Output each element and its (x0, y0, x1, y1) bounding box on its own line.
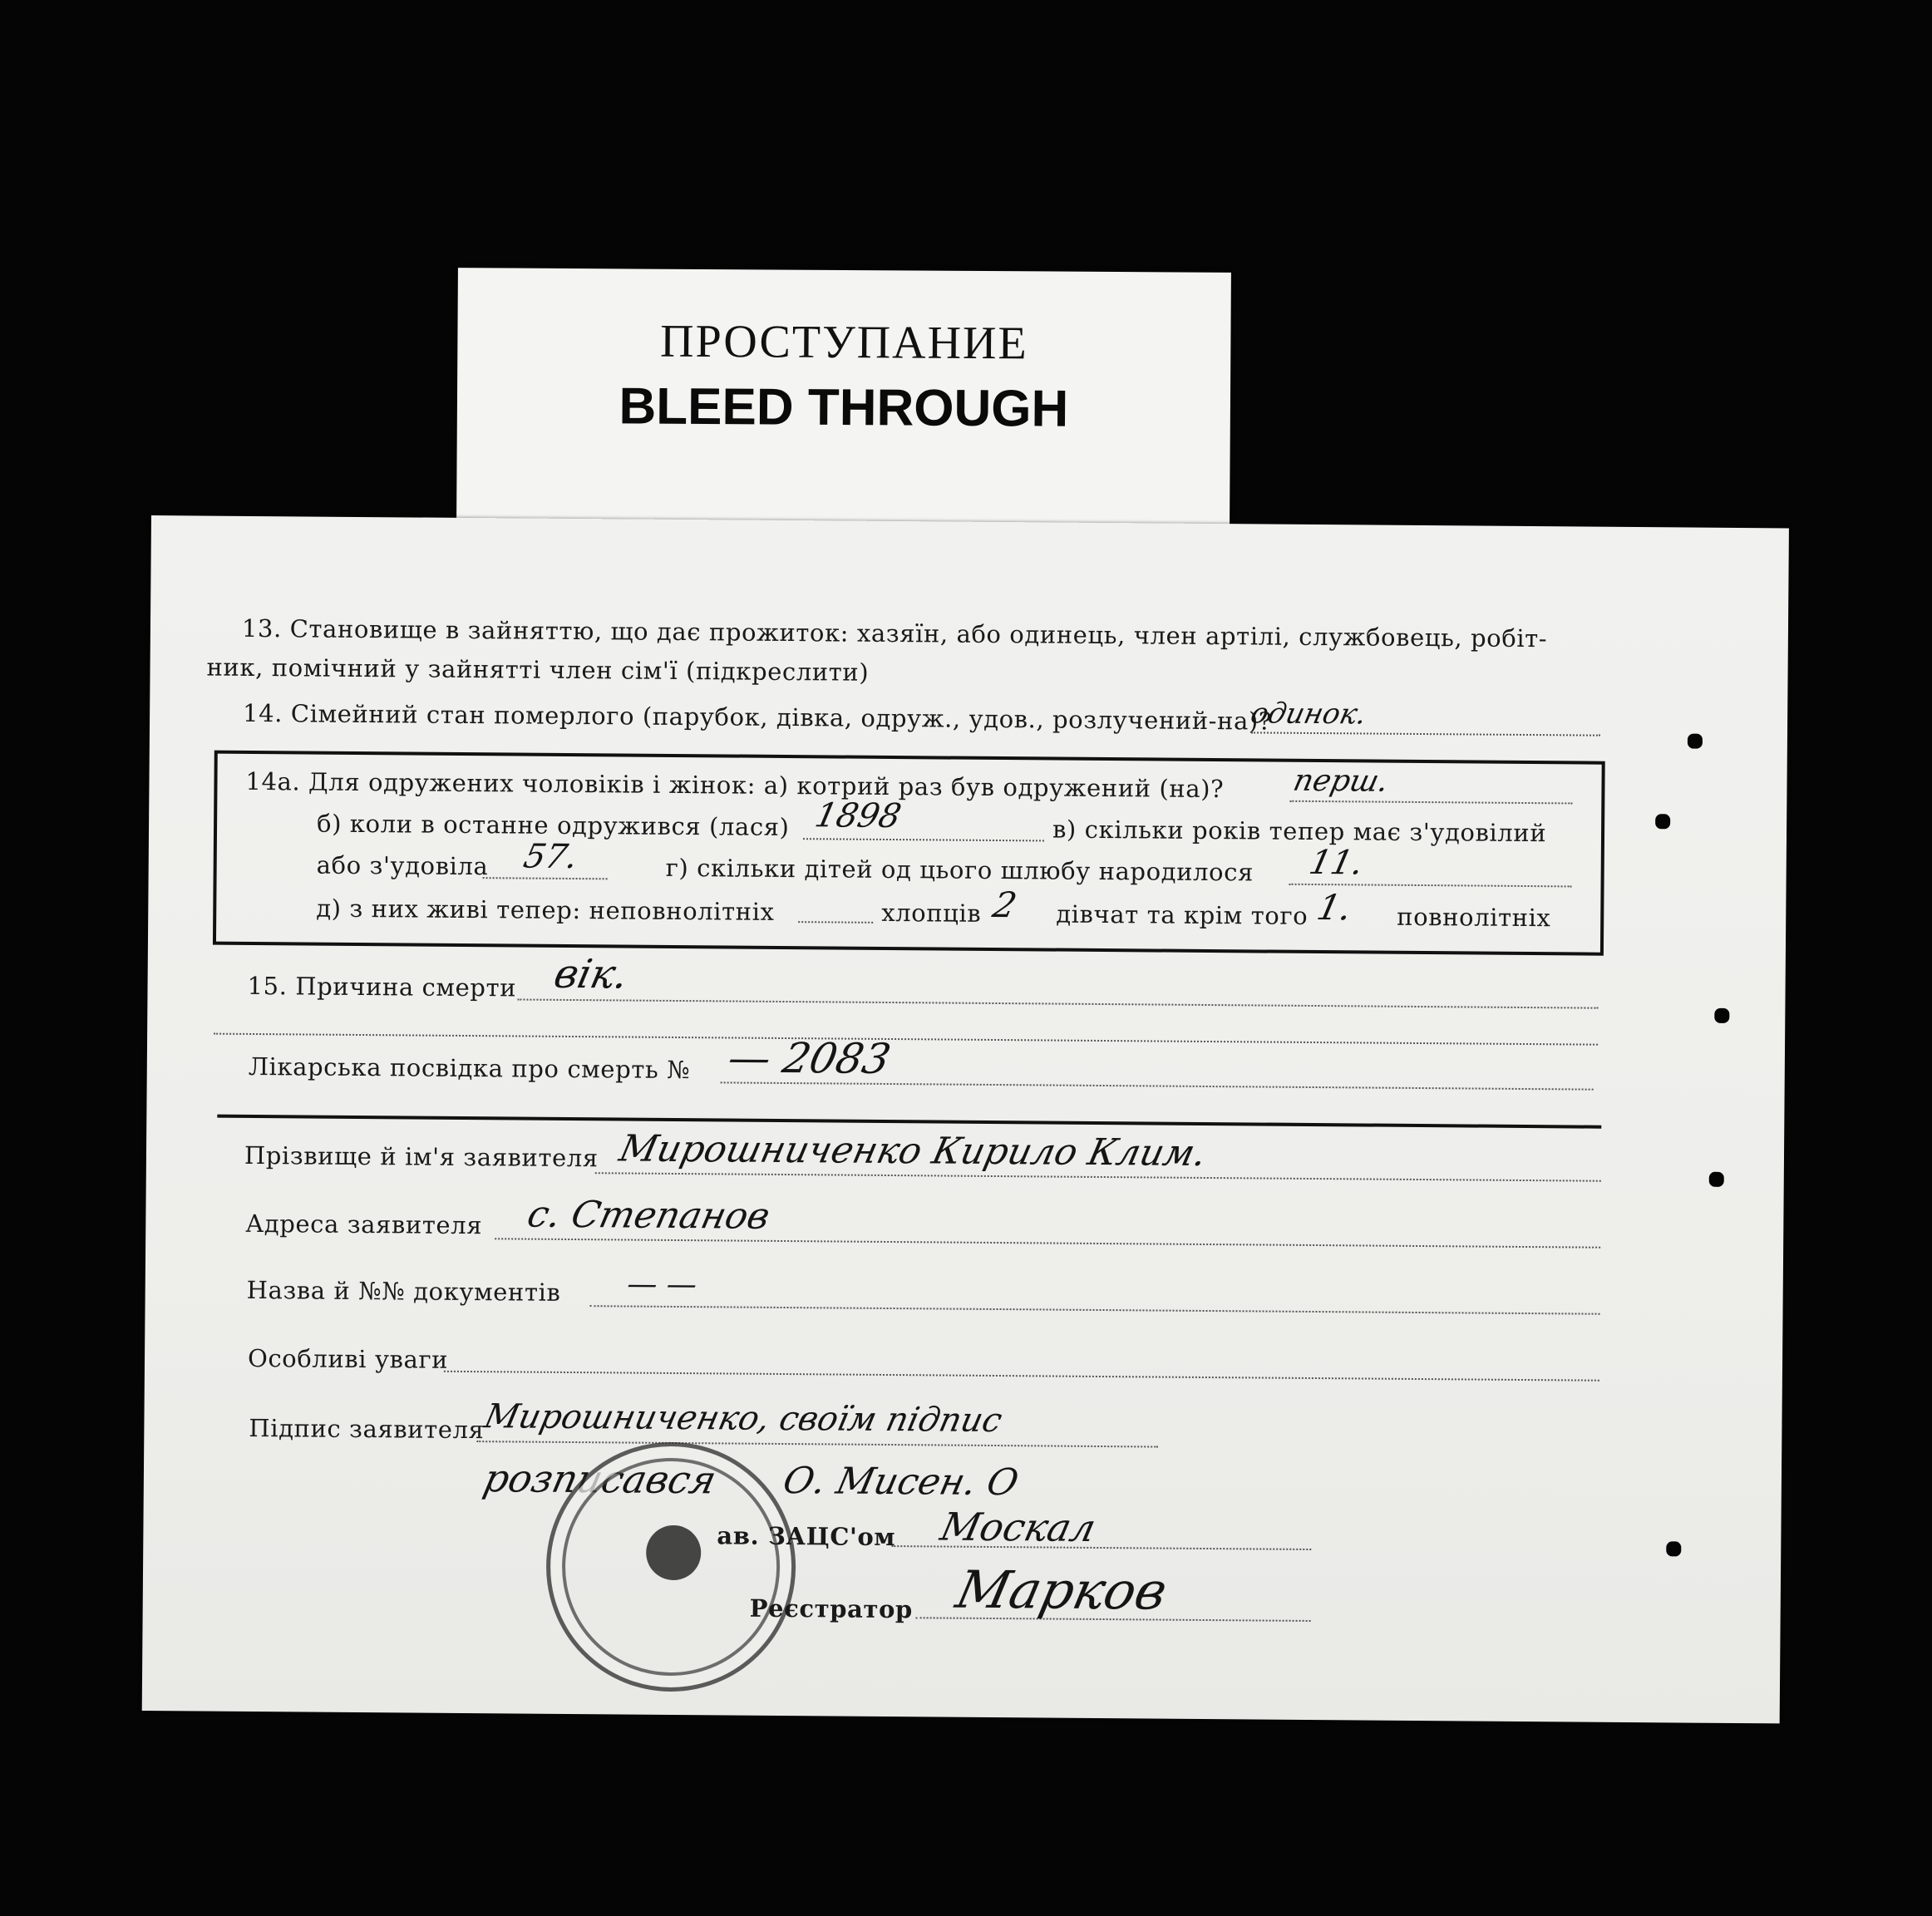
q15-cause: вік. (550, 950, 633, 998)
label-english: BLEED THROUGH (619, 377, 1069, 438)
signature-label: Підпис заявителя (249, 1413, 485, 1445)
zags-head-signature: О. Мисен. О (779, 1460, 1023, 1505)
applicant-signature: Мирошниченко, своїм підпис (481, 1397, 1006, 1441)
q14-answer: одинок. (1247, 697, 1370, 731)
q14a-last-married-year: 1898 (811, 796, 905, 836)
documents-label: Назва й №№ документів (246, 1275, 561, 1307)
cert-number: — 2083 (723, 1033, 895, 1083)
documents-dots (590, 1305, 1600, 1315)
stamp-ink-blot (646, 1525, 702, 1581)
registrar-label: Реєстратор (749, 1593, 914, 1624)
notes-label: Особливі уваги (247, 1343, 449, 1374)
applicant-name: Мирошниченко Кирило Клим. (615, 1127, 1211, 1175)
q13-line2: ник, помічний у зайнятті член сім'ї (підкреслити) (206, 653, 870, 687)
official-round-stamp (545, 1441, 796, 1692)
q14a-adults-alive: 1. (1313, 887, 1356, 928)
punch-hole (1714, 1008, 1729, 1023)
q14a-dots-3 (483, 877, 608, 879)
signature-dots (476, 1441, 1158, 1447)
applicant-signature-line2: розписався (479, 1455, 721, 1503)
applicant-address: с. Степанов (523, 1193, 774, 1238)
q14a-children-born: 11. (1305, 843, 1368, 883)
registrar-signature: Марков (950, 1559, 1173, 1622)
notes-dots (444, 1371, 1599, 1382)
q14a-line1: 14а. Для одружених чоловіків і жінок: а) котрий раз був одружений (на)? (245, 766, 1225, 804)
punch-hole (1655, 814, 1670, 829)
q13-line1: 13. Становище в зайняттю, що дає прожиток: хазяїн, або одинець, член артілі, службовець, робіт- (241, 613, 1548, 653)
applicant-address-dots (495, 1238, 1600, 1248)
q14a-widow-age: 57. (520, 837, 582, 876)
punch-hole (1666, 1541, 1681, 1556)
q14a-b-label: б) коли в останне одружився (лася) (316, 809, 790, 842)
q14a-dots-2 (803, 838, 1044, 841)
q14-label: 14. Сімейний стан померлого (парубок, дівка, одруж., удов., розлучений-на)? (243, 698, 1273, 736)
q14a-d-label: д) з них живі тепер: неповнолітніх (316, 894, 775, 926)
q14a-dots-1 (1289, 800, 1572, 805)
zags-label: ав. ЗАЦС'ом (717, 1521, 896, 1552)
zags-head-signature-2: Москал (936, 1504, 1101, 1550)
q14-dotted-line (1251, 731, 1600, 736)
q14a-girls-label: дівчат та крім того (1056, 899, 1309, 930)
applicant-name-label: Прізвище й ім'я заявителя (244, 1140, 599, 1173)
bleed-through-label-card (456, 268, 1231, 526)
cert-dots (721, 1081, 1594, 1090)
punch-hole (1709, 1172, 1724, 1187)
q14a-married-times: перш. (1290, 763, 1392, 799)
q14a-abo-label: або з'удовіла (316, 850, 489, 881)
section-divider (217, 1115, 1601, 1129)
q15-dots-2 (214, 1033, 1598, 1046)
label-russian: ПРОСТУПАНИЕ (659, 315, 1028, 370)
cert-label: Лікарська посвідка про смерть № (248, 1052, 691, 1085)
applicant-address-label: Адреса заявителя (245, 1209, 483, 1240)
q14a-adult-label: повнолітніх (1397, 902, 1551, 933)
documents-value: — — (623, 1267, 701, 1303)
q14a-g-label: г) скільки дітей од цього шлюбу народилося (665, 853, 1254, 887)
q14a-box (213, 751, 1605, 956)
q15-label: 15. Причина смерти (247, 971, 517, 1002)
q14a-boys-label: хлопців (881, 898, 982, 928)
death-record-form (142, 515, 1789, 1723)
q15-dots-1 (517, 998, 1598, 1008)
q14a-boys-alive: 2 (988, 884, 1021, 926)
q14a-dots-5 (798, 921, 873, 924)
q14a-v-label: в) скільки років тепер має з'удовілий (1052, 815, 1547, 848)
punch-hole (1688, 734, 1703, 749)
